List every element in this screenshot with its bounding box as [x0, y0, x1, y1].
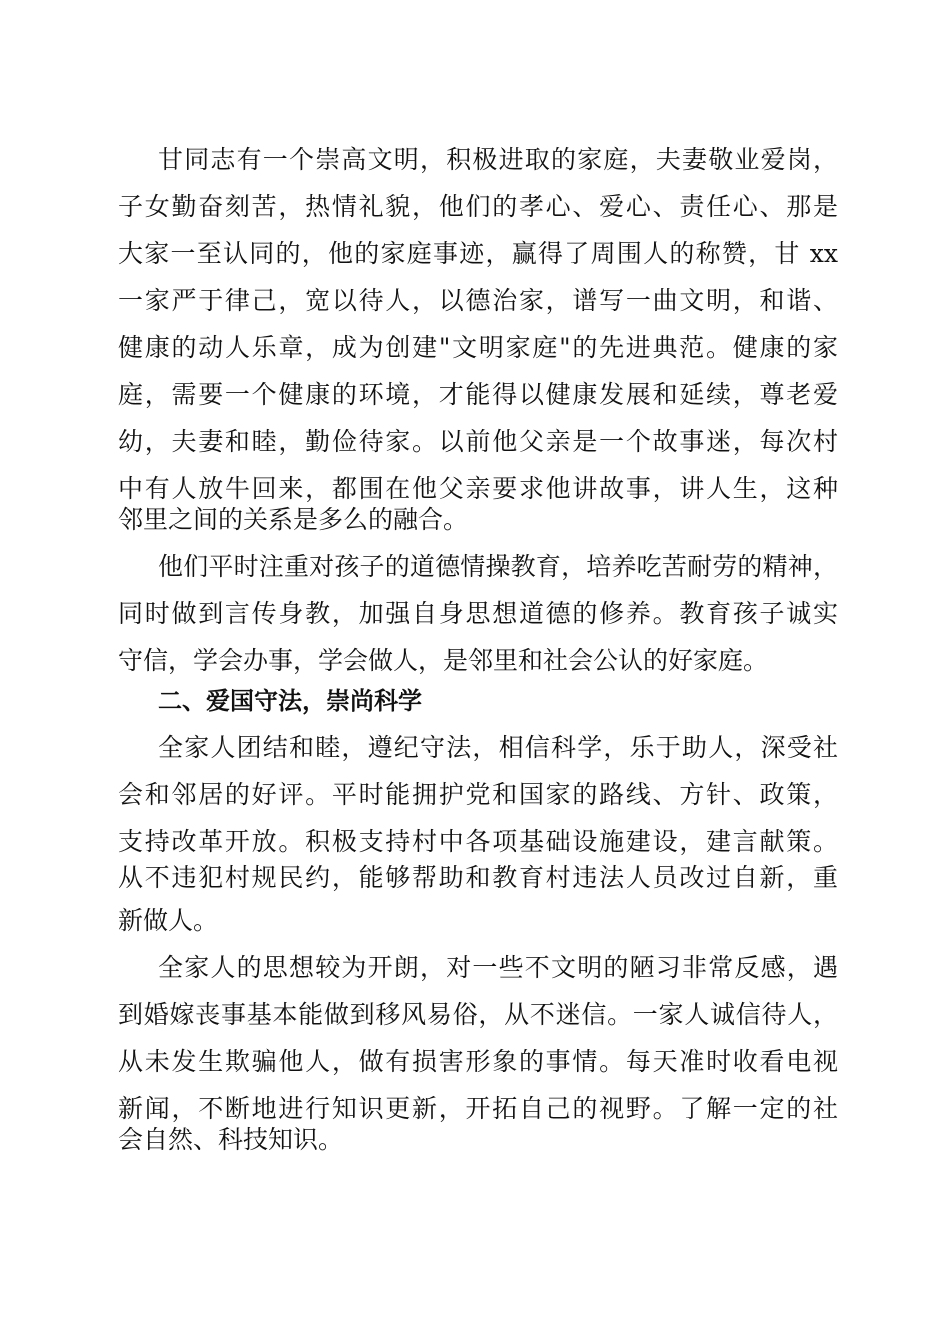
paragraph-3-line-2: 会和邻居的好评。平时能拥护党和国家的路线、方针、政策，	[118, 780, 838, 809]
paragraph-4-line-5: 会自然、科技知识。	[118, 1125, 344, 1154]
paragraph-1-line-8: 中有人放牛回来，都围在他父亲要求他讲故事，讲人生，这种	[118, 474, 838, 503]
paragraph-1-line-7: 幼，夫妻和睦，勤俭待家。以前他父亲是一个故事迷，每次村	[118, 427, 838, 456]
paragraph-4-line-1: 全家人的思想较为开朗，对一些不文明的陋习非常反感，遇	[158, 953, 838, 982]
paragraph-4-line-4: 新闻，不断地进行知识更新，开拓自己的视野。了解一定的社	[118, 1094, 838, 1123]
paragraph-3-line-3: 支持改革开放。积极支持村中各项基础设施建设，建言献策。	[118, 827, 838, 856]
paragraph-3-line-1: 全家人团结和睦，遵纪守法，相信科学，乐于助人，深受社	[158, 733, 838, 762]
paragraph-1-line-3: 大家一至认同的，他的家庭事迹，赢得了周围人的称赞，甘 xx	[118, 239, 838, 268]
paragraph-3-line-4: 从不违犯村规民约，能够帮助和教育村违法人员改过自新，重	[118, 863, 838, 892]
paragraph-3-line-5: 新做人。	[118, 906, 219, 935]
paragraph-1-line-2: 子女勤奋刻苦，热情礼貌，他们的孝心、爱心、责任心、那是	[118, 192, 838, 221]
paragraph-1-line-1: 甘同志有一个崇高文明，积极进取的家庭，夫妻敬业爱岗，	[158, 145, 838, 174]
section-heading: 二、爱国守法，崇尚科学	[158, 687, 422, 715]
paragraph-2-line-1: 他们平时注重对孩子的道德情操教育，培养吃苦耐劳的精神，	[158, 552, 838, 581]
paragraph-2-line-2: 同时做到言传身教，加强自身思想道德的修养。教育孩子诚实	[118, 599, 838, 628]
paragraph-4-line-2: 到婚嫁丧事基本能做到移风易俗，从不迷信。一家人诚信待人，	[118, 1000, 838, 1029]
paragraph-4-line-3: 从未发生欺骗他人，做有损害形象的事情。每天准时收看电视	[118, 1047, 838, 1076]
paragraph-2-line-3: 守信，学会办事，学会做人，是邻里和社会公认的好家庭。	[118, 646, 769, 675]
paragraph-1-line-5: 健康的动人乐章，成为创建"文明家庭"的先进典范。健康的家	[118, 333, 838, 362]
paragraph-1-line-4: 一家严于律己，宽以待人，以德治家，谱写一曲文明，和谐、	[118, 286, 838, 315]
paragraph-1-line-6: 庭，需要一个健康的环境，才能得以健康发展和延续，尊老爱	[118, 380, 838, 409]
paragraph-1-line-9: 邻里之间的关系是多么的融合。	[118, 505, 469, 534]
